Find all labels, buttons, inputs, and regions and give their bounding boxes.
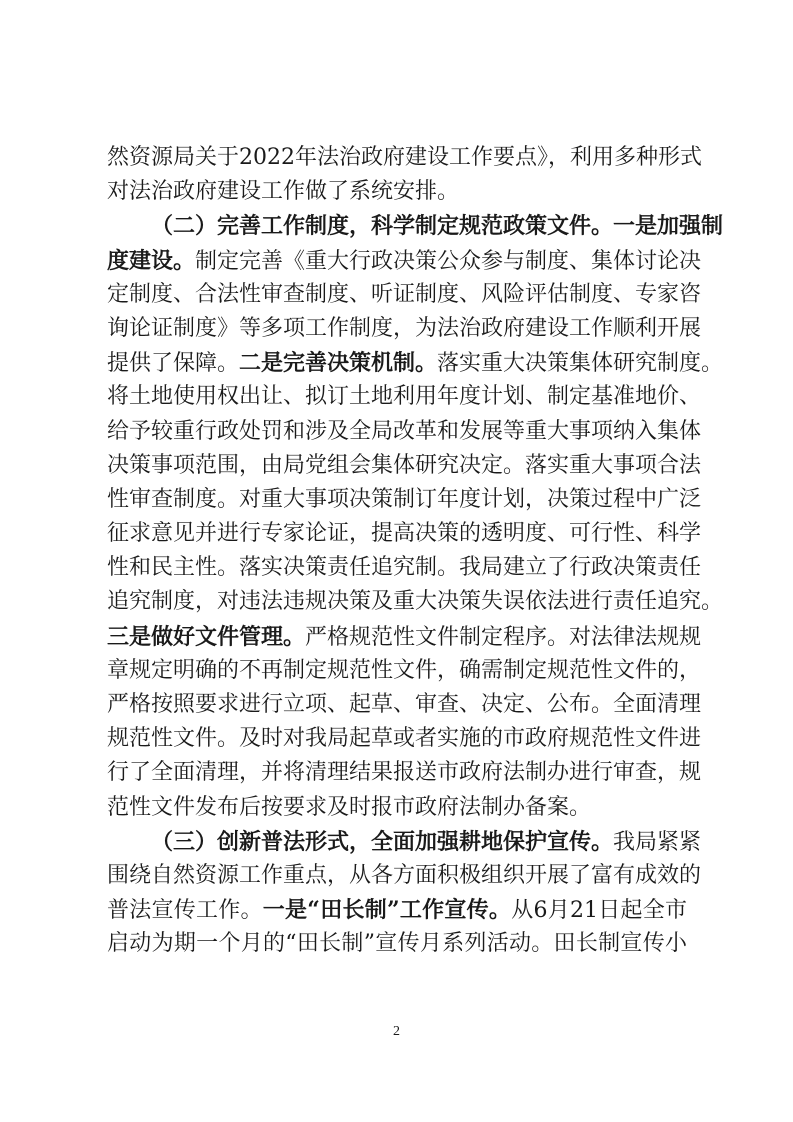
text-run: 制定完善《重大行政决策公众参与制度、集体讨论决 bbox=[195, 248, 702, 274]
text-line bbox=[107, 585, 724, 619]
text-line bbox=[107, 312, 702, 346]
text-run: 我局紧紧 bbox=[613, 829, 702, 855]
text-run: 对法治政府建设工作做了系统安排。 bbox=[107, 179, 460, 205]
text-line bbox=[107, 893, 687, 927]
text-run: 行了全面清理，并将清理结果报送市政府法制办进行审查，规 bbox=[107, 760, 702, 786]
text-line bbox=[107, 859, 702, 893]
text-line bbox=[107, 244, 702, 278]
text-line bbox=[107, 346, 724, 380]
bold-text-run: 度建设。 bbox=[107, 247, 196, 274]
text-run: 性和民主性。落实决策责任追究制。我局建立了行政决策责任 bbox=[107, 555, 702, 581]
text-run: 章规定明确的不再制定规范性文件，确需制定规范性文件的， bbox=[107, 657, 702, 683]
text-line bbox=[107, 791, 687, 825]
text-run: 征求意见并进行专家论证，提高决策的透明度、可行性、科学 bbox=[107, 521, 702, 547]
text-run: 普法宣传工作。 bbox=[107, 898, 263, 924]
text-line bbox=[107, 825, 702, 859]
text-line bbox=[107, 654, 702, 688]
text-line bbox=[107, 927, 687, 961]
text-run: 严格规范性文件制定程序。对法律法规规 bbox=[305, 624, 702, 650]
bold-text-run: （二）完善工作制度，科学制定规范政策文件。一是加强制 bbox=[151, 213, 724, 240]
text-line bbox=[107, 722, 702, 756]
text-run: 追究制度，对违法违规决策及重大决策失误依法进行责任追究。 bbox=[107, 589, 724, 615]
bold-text-run: （三）创新普法形式，全面加强耕地保护宣传。 bbox=[151, 828, 614, 855]
text-line bbox=[107, 688, 702, 722]
bold-text-run: 三是做好文件管理。 bbox=[107, 623, 306, 650]
text-run: 将土地使用权出让、拟订土地利用年度计划、制定基准地价、 bbox=[107, 384, 702, 410]
text-line bbox=[107, 449, 702, 483]
text-line bbox=[107, 175, 687, 209]
text-run: 性审查制度。对重大事项决策制订年度计划，决策过程中广泛 bbox=[107, 486, 702, 512]
text-run: 规范性文件。及时对我局起草或者实施的市政府规范性文件进 bbox=[107, 726, 702, 752]
text-line bbox=[107, 415, 702, 449]
text-line bbox=[107, 756, 702, 790]
text-line bbox=[107, 209, 724, 243]
text-run: 围绕自然资源工作重点，从各方面积极组织开展了富有成效的 bbox=[107, 862, 702, 888]
bold-text-run: 二是完善决策机制。 bbox=[239, 350, 438, 377]
text-line bbox=[107, 380, 702, 414]
text-run: 给予较重行政处罚和涉及全局改革和发展等重大事项纳入集体 bbox=[107, 418, 702, 444]
text-line bbox=[107, 620, 702, 654]
text-line bbox=[107, 483, 702, 517]
text-run: 定制度、合法性审查制度、听证制度、风险评估制度、专家咨 bbox=[107, 281, 702, 307]
bold-text-run: 一是“田长制”工作宣传。 bbox=[262, 897, 512, 924]
text-line bbox=[107, 551, 702, 585]
text-run: 落实重大决策集体研究制度。 bbox=[437, 351, 724, 377]
text-run: 提供了保障。 bbox=[107, 351, 240, 377]
text-run: 决策事项范围，由局党组会集体研究决定。落实重大事项合法 bbox=[107, 452, 702, 478]
text-run: 范性文件发布后按要求及时报市政府法制办备案。 bbox=[107, 794, 592, 820]
page-number: 2 bbox=[393, 1024, 400, 1039]
text-run: 启动为期一个月的“田长制”宣传月系列活动。田长制宣传小 bbox=[107, 931, 687, 957]
text-run: 严格按照要求进行立项、起草、审查、决定、公布。全面清理 bbox=[107, 692, 702, 717]
text-line bbox=[107, 278, 702, 312]
text-line bbox=[107, 141, 702, 175]
body-text bbox=[107, 141, 724, 962]
text-line bbox=[107, 517, 702, 551]
text-run: 从6月21日起全市 bbox=[511, 898, 687, 924]
text-run: 然资源局关于2022年法治政府建设工作要点》，利用多种形式 bbox=[107, 145, 702, 170]
text-run: 询论证制度》等多项工作制度，为法治政府建设工作顺利开展 bbox=[107, 315, 702, 341]
